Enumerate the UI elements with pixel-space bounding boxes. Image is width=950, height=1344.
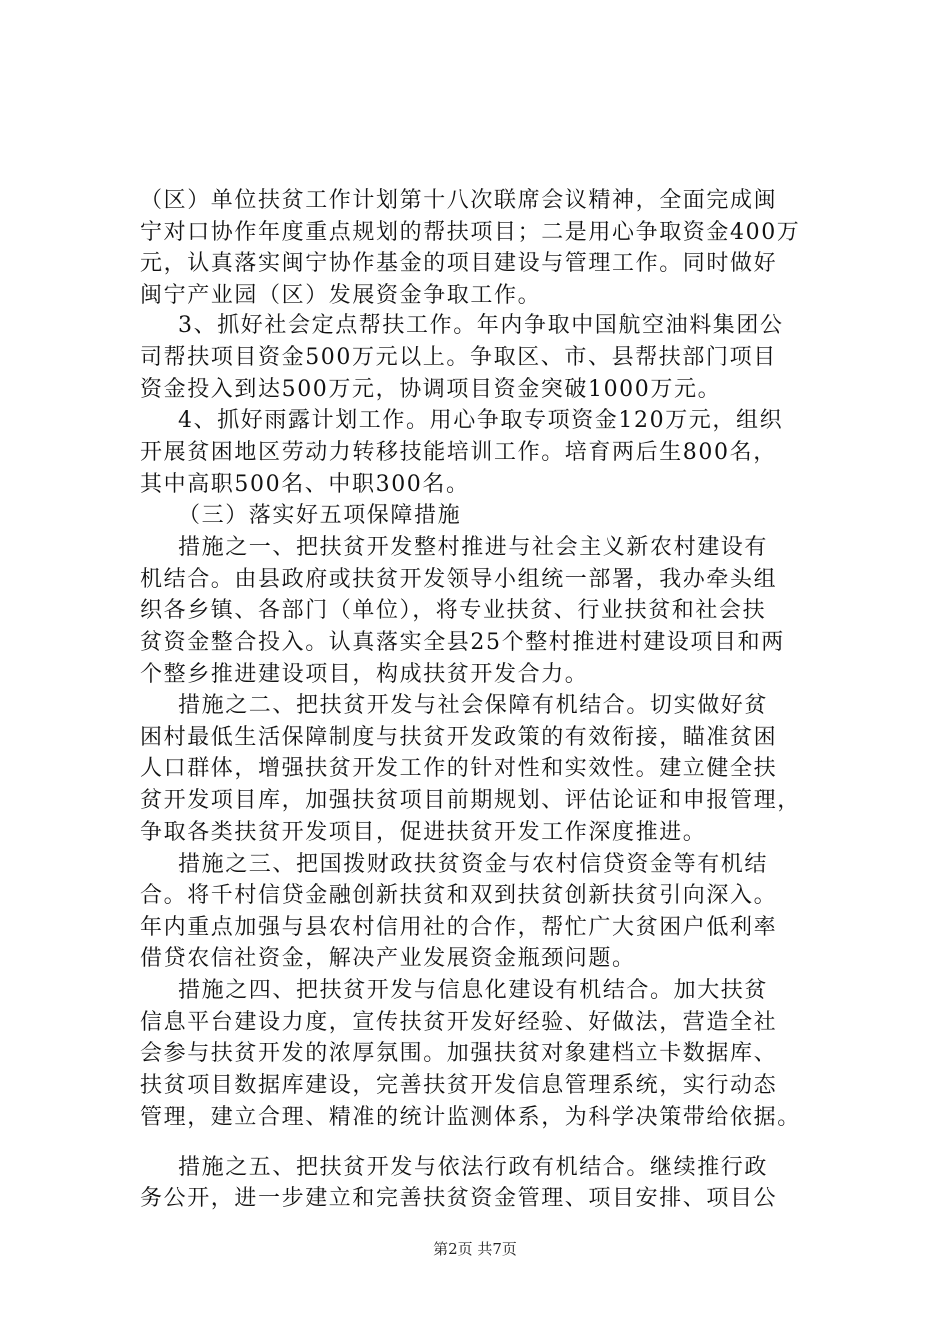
text-line: 开展贫困地区劳动力转移技能培训工作。培育两后生800名， — [140, 440, 777, 465]
text-line: 争取各类扶贫开发项目，促进扶贫开发工作深度推进。 — [140, 820, 707, 845]
text-line: 4、抓好雨露计划工作。用心争取专项资金120万元，组织 — [178, 408, 784, 433]
text-line: 个整乡推进建设项目，构成扶贫开发合力。 — [140, 662, 589, 687]
text-line: （三）落实好五项保障措施 — [178, 503, 462, 528]
text-line: 3、抓好社会定点帮扶工作。年内争取中国航空油料集团公 — [178, 313, 784, 338]
text-line: 会参与扶贫开发的浓厚氛围。加强扶贫对象建档立卡数据库、 — [140, 1041, 778, 1066]
text-line: 管理，建立合理、精准的统计监测体系，为科学决策带给依据。 — [140, 1105, 801, 1130]
text-line: 务公开，进一步建立和完善扶贫资金管理、项目安排、项目公 — [140, 1186, 778, 1211]
text-line: 合。将千村信贷金融创新扶贫和双到扶贫创新扶贫引向深入。 — [140, 883, 778, 908]
page-footer: 第2页 共7页 — [433, 1240, 517, 1258]
text-line: 扶贫项目数据库建设，完善扶贫开发信息管理系统，实行动态 — [140, 1073, 778, 1098]
text-line: 其中高职500名、中职300名。 — [140, 472, 470, 497]
text-line: 贫开发项目库，加强扶贫项目前期规划、评估论证和申报管理， — [140, 788, 801, 813]
text-line: 措施之五、把扶贫开发与依法行政有机结合。继续推行政 — [178, 1155, 769, 1180]
text-line: （区）单位扶贫工作计划第十八次联席会议精神，全面完成闽 — [140, 188, 778, 213]
text-line: 年内重点加强与县农村信用社的合作，帮忙广大贫困户低利率 — [140, 915, 778, 940]
text-line: 资金投入到达500万元，协调项目资金突破1000万元。 — [140, 377, 722, 402]
text-line: 宁对口协作年度重点规划的帮扶项目；二是用心争取资金400万 — [140, 220, 801, 245]
text-line: 元，认真落实闽宁协作基金的项目建设与管理工作。同时做好 — [140, 251, 778, 276]
text-line: 司帮扶项目资金500万元以上。争取区、市、县帮扶部门项目 — [140, 345, 777, 370]
text-line: 贫资金整合投入。认真落实全县25个整村推进村建设项目和两 — [140, 630, 785, 655]
text-line: 措施之四、把扶贫开发与信息化建设有机结合。加大扶贫 — [178, 978, 769, 1003]
text-line: 措施之一、把扶贫开发整村推进与社会主义新农村建设有 — [178, 535, 769, 560]
text-line: 人口群体，增强扶贫开发工作的针对性和实效性。建立健全扶 — [140, 756, 778, 781]
text-line: 措施之三、把国拨财政扶贫资金与农村信贷资金等有机结 — [178, 852, 769, 877]
text-line: 借贷农信社资金，解决产业发展资金瓶颈问题。 — [140, 946, 636, 971]
text-line: 困村最低生活保障制度与扶贫开发政策的有效衔接，瞄准贫困 — [140, 725, 778, 750]
text-line: 措施之二、把扶贫开发与社会保障有机结合。切实做好贫 — [178, 693, 769, 718]
text-line: 信息平台建设力度，宣传扶贫开发好经验、好做法，营造全社 — [140, 1010, 778, 1035]
text-line: 机结合。由县政府或扶贫开发领导小组统一部署，我办牵头组 — [140, 567, 778, 592]
text-line: 闽宁产业园（区）发展资金争取工作。 — [140, 283, 542, 308]
text-line: 织各乡镇、各部门（单位），将专业扶贫、行业扶贫和社会扶 — [140, 598, 767, 623]
